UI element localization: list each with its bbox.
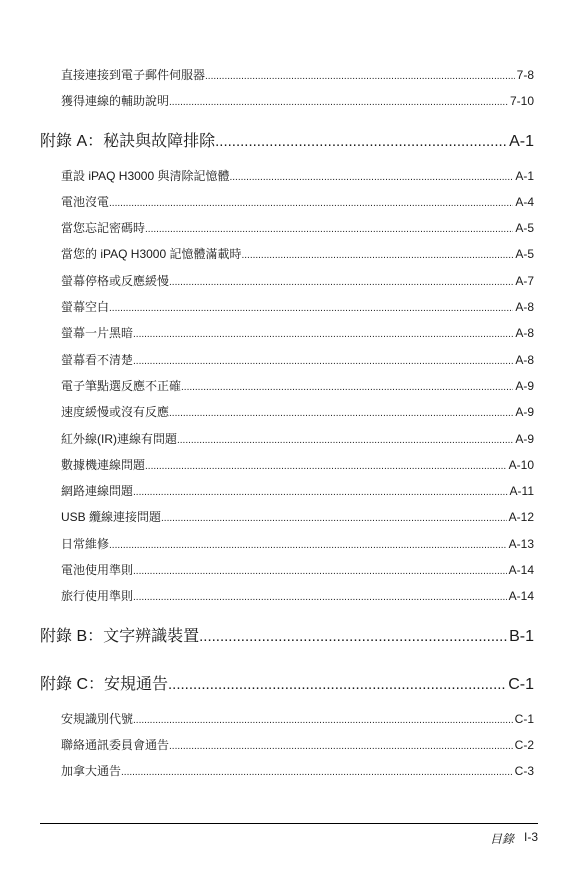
toc-entry[interactable] [61, 478, 534, 504]
toc-dot-leader [169, 401, 513, 425]
toc-entry-title: 附錄 A：秘訣與故障排除 [40, 132, 216, 150]
toc-entry[interactable] [61, 215, 534, 241]
toc-entry[interactable] [61, 241, 534, 267]
toc-entry[interactable] [61, 373, 534, 399]
toc-chapter-entry[interactable] [40, 121, 534, 163]
toc-dot-leader [169, 270, 513, 294]
toc-entry-page: A-14 [508, 563, 534, 578]
toc-entry-title: 電池沒電 [61, 194, 110, 209]
toc-dot-leader [215, 121, 507, 163]
toc-entry-title: 獲得連線的輔助說明 [61, 94, 170, 109]
toc-entry-title: 直接連接到電子郵件伺服器 [61, 68, 206, 82]
toc-entry-page: A-8 [515, 326, 534, 341]
toc-chapter-entry[interactable] [40, 616, 534, 658]
toc-dot-leader [109, 296, 513, 320]
toc-entry-page: A-9 [515, 405, 534, 420]
toc-entry-page: A-9 [515, 378, 534, 393]
toc-entry-title: 旅行使用準則 [61, 589, 134, 604]
toc-entry-page: A-10 [508, 457, 534, 472]
toc-entry-page: A-7 [515, 273, 534, 288]
toc-dot-leader [121, 760, 513, 784]
toc-chapter-entry[interactable] [40, 664, 534, 706]
toc-entry-title: 重設 iPAQ H3000 與清除記憶體 [61, 168, 230, 183]
toc-entry-page: A-1 [509, 132, 534, 150]
toc-entry-title: 電子筆點選反應不正確 [61, 378, 182, 393]
toc-entry[interactable] [61, 426, 534, 452]
toc-entry-page: 7-10 [509, 94, 534, 109]
page-footer [490, 830, 538, 847]
toc-entry-title: 當您忘記密碼時 [61, 221, 146, 236]
toc-entry-page: A-8 [515, 300, 534, 315]
footer-rule [40, 823, 538, 824]
toc-entry-page: A-11 [509, 484, 534, 499]
toc-entry-page: C-3 [514, 764, 534, 779]
toc-dot-leader [133, 559, 507, 583]
toc-entry-title: 數據機連線問題 [61, 457, 146, 472]
toc-entry[interactable] [61, 347, 534, 373]
toc-entry-page: A-14 [508, 589, 534, 604]
footer-section-title: 目錄 [489, 832, 514, 846]
toc-dot-leader [133, 480, 508, 504]
toc-entry-page: A-9 [515, 431, 534, 446]
toc-entry-page: B-1 [509, 627, 534, 645]
toc-entry[interactable] [61, 399, 534, 425]
toc-entry[interactable] [61, 268, 534, 294]
toc-entry-title: USB 纜線連接問題 [61, 510, 162, 525]
toc-entry-title: 加拿大通告 [61, 764, 122, 779]
toc-dot-leader [177, 428, 513, 452]
toc-entry-title: 螢幕空白 [61, 300, 110, 315]
toc-dot-leader [133, 585, 507, 609]
toc-entry[interactable] [61, 452, 534, 478]
toc-dot-leader [181, 375, 513, 399]
toc-dot-leader [133, 322, 513, 346]
toc-entry[interactable] [61, 294, 534, 320]
toc-dot-leader [241, 243, 513, 267]
toc-dot-leader [161, 506, 507, 530]
toc-entry-page: C-1 [508, 675, 534, 693]
toc-entry[interactable] [61, 758, 534, 784]
toc-dot-leader [169, 90, 508, 114]
toc-entry-page: A-5 [515, 247, 534, 262]
toc-entry-title: 聯絡通訊委員會通告 [61, 737, 170, 752]
toc-entry[interactable] [61, 163, 534, 189]
toc-entry-page: A-12 [508, 510, 534, 525]
toc-entry-title: 附錄 B：文字辨識裝置 [40, 627, 200, 645]
toc-dot-leader [199, 616, 507, 658]
toc-entry[interactable] [61, 583, 534, 609]
toc-entry-title: 當您的 iPAQ H3000 記憶體滿載時 [61, 247, 242, 262]
toc-entry-title: 螢幕停格或反應緩慢 [61, 273, 170, 288]
toc-entry-page: C-2 [514, 737, 534, 752]
toc-entry-page: A-1 [515, 168, 534, 183]
toc-entry-page: A-13 [508, 536, 534, 551]
toc-entry[interactable] [61, 706, 534, 732]
toc-entry-title: 電池使用準則 [61, 563, 134, 578]
toc-dot-leader [145, 217, 513, 241]
table-of-contents [40, 62, 534, 785]
toc-entry[interactable] [61, 320, 534, 346]
toc-dot-leader [145, 454, 507, 478]
toc-dot-leader [109, 533, 507, 557]
toc-entry-title: 速度緩慢或沒有反應 [61, 405, 170, 420]
toc-entry[interactable] [61, 732, 534, 758]
toc-entry-page: A-4 [515, 194, 534, 209]
toc-entry-title: 日常維修 [61, 536, 110, 551]
toc-dot-leader [205, 64, 515, 88]
toc-dot-leader [169, 734, 513, 758]
toc-entry-page: C-1 [514, 711, 534, 726]
toc-entry-title: 螢幕一片黑暗 [61, 326, 134, 341]
toc-entry-title: 附錄 C：安規通告 [40, 675, 169, 693]
toc-entry-page: 7-8 [516, 68, 534, 82]
toc-dot-leader [168, 664, 506, 706]
toc-entry[interactable] [61, 189, 534, 215]
toc-entry[interactable] [61, 88, 534, 114]
toc-entry-title: 網路連線問題 [61, 484, 134, 499]
footer-page-number: I-3 [523, 830, 538, 844]
toc-entry[interactable] [61, 504, 534, 530]
toc-dot-leader [109, 191, 513, 215]
toc-dot-leader [133, 349, 513, 373]
toc-entry-title: 螢幕看不清楚 [61, 352, 134, 367]
toc-entry[interactable] [61, 531, 534, 557]
toc-entry-page: A-8 [515, 352, 534, 367]
toc-entry[interactable] [61, 557, 534, 583]
toc-entry-title: 紅外線(IR)連線有問題 [61, 431, 177, 446]
toc-entry-page: A-5 [515, 221, 534, 236]
toc-dot-leader [133, 708, 513, 732]
toc-entry-title: 安規識別代號 [61, 711, 134, 726]
toc-dot-leader [229, 165, 513, 189]
toc-entry[interactable] [61, 62, 534, 88]
